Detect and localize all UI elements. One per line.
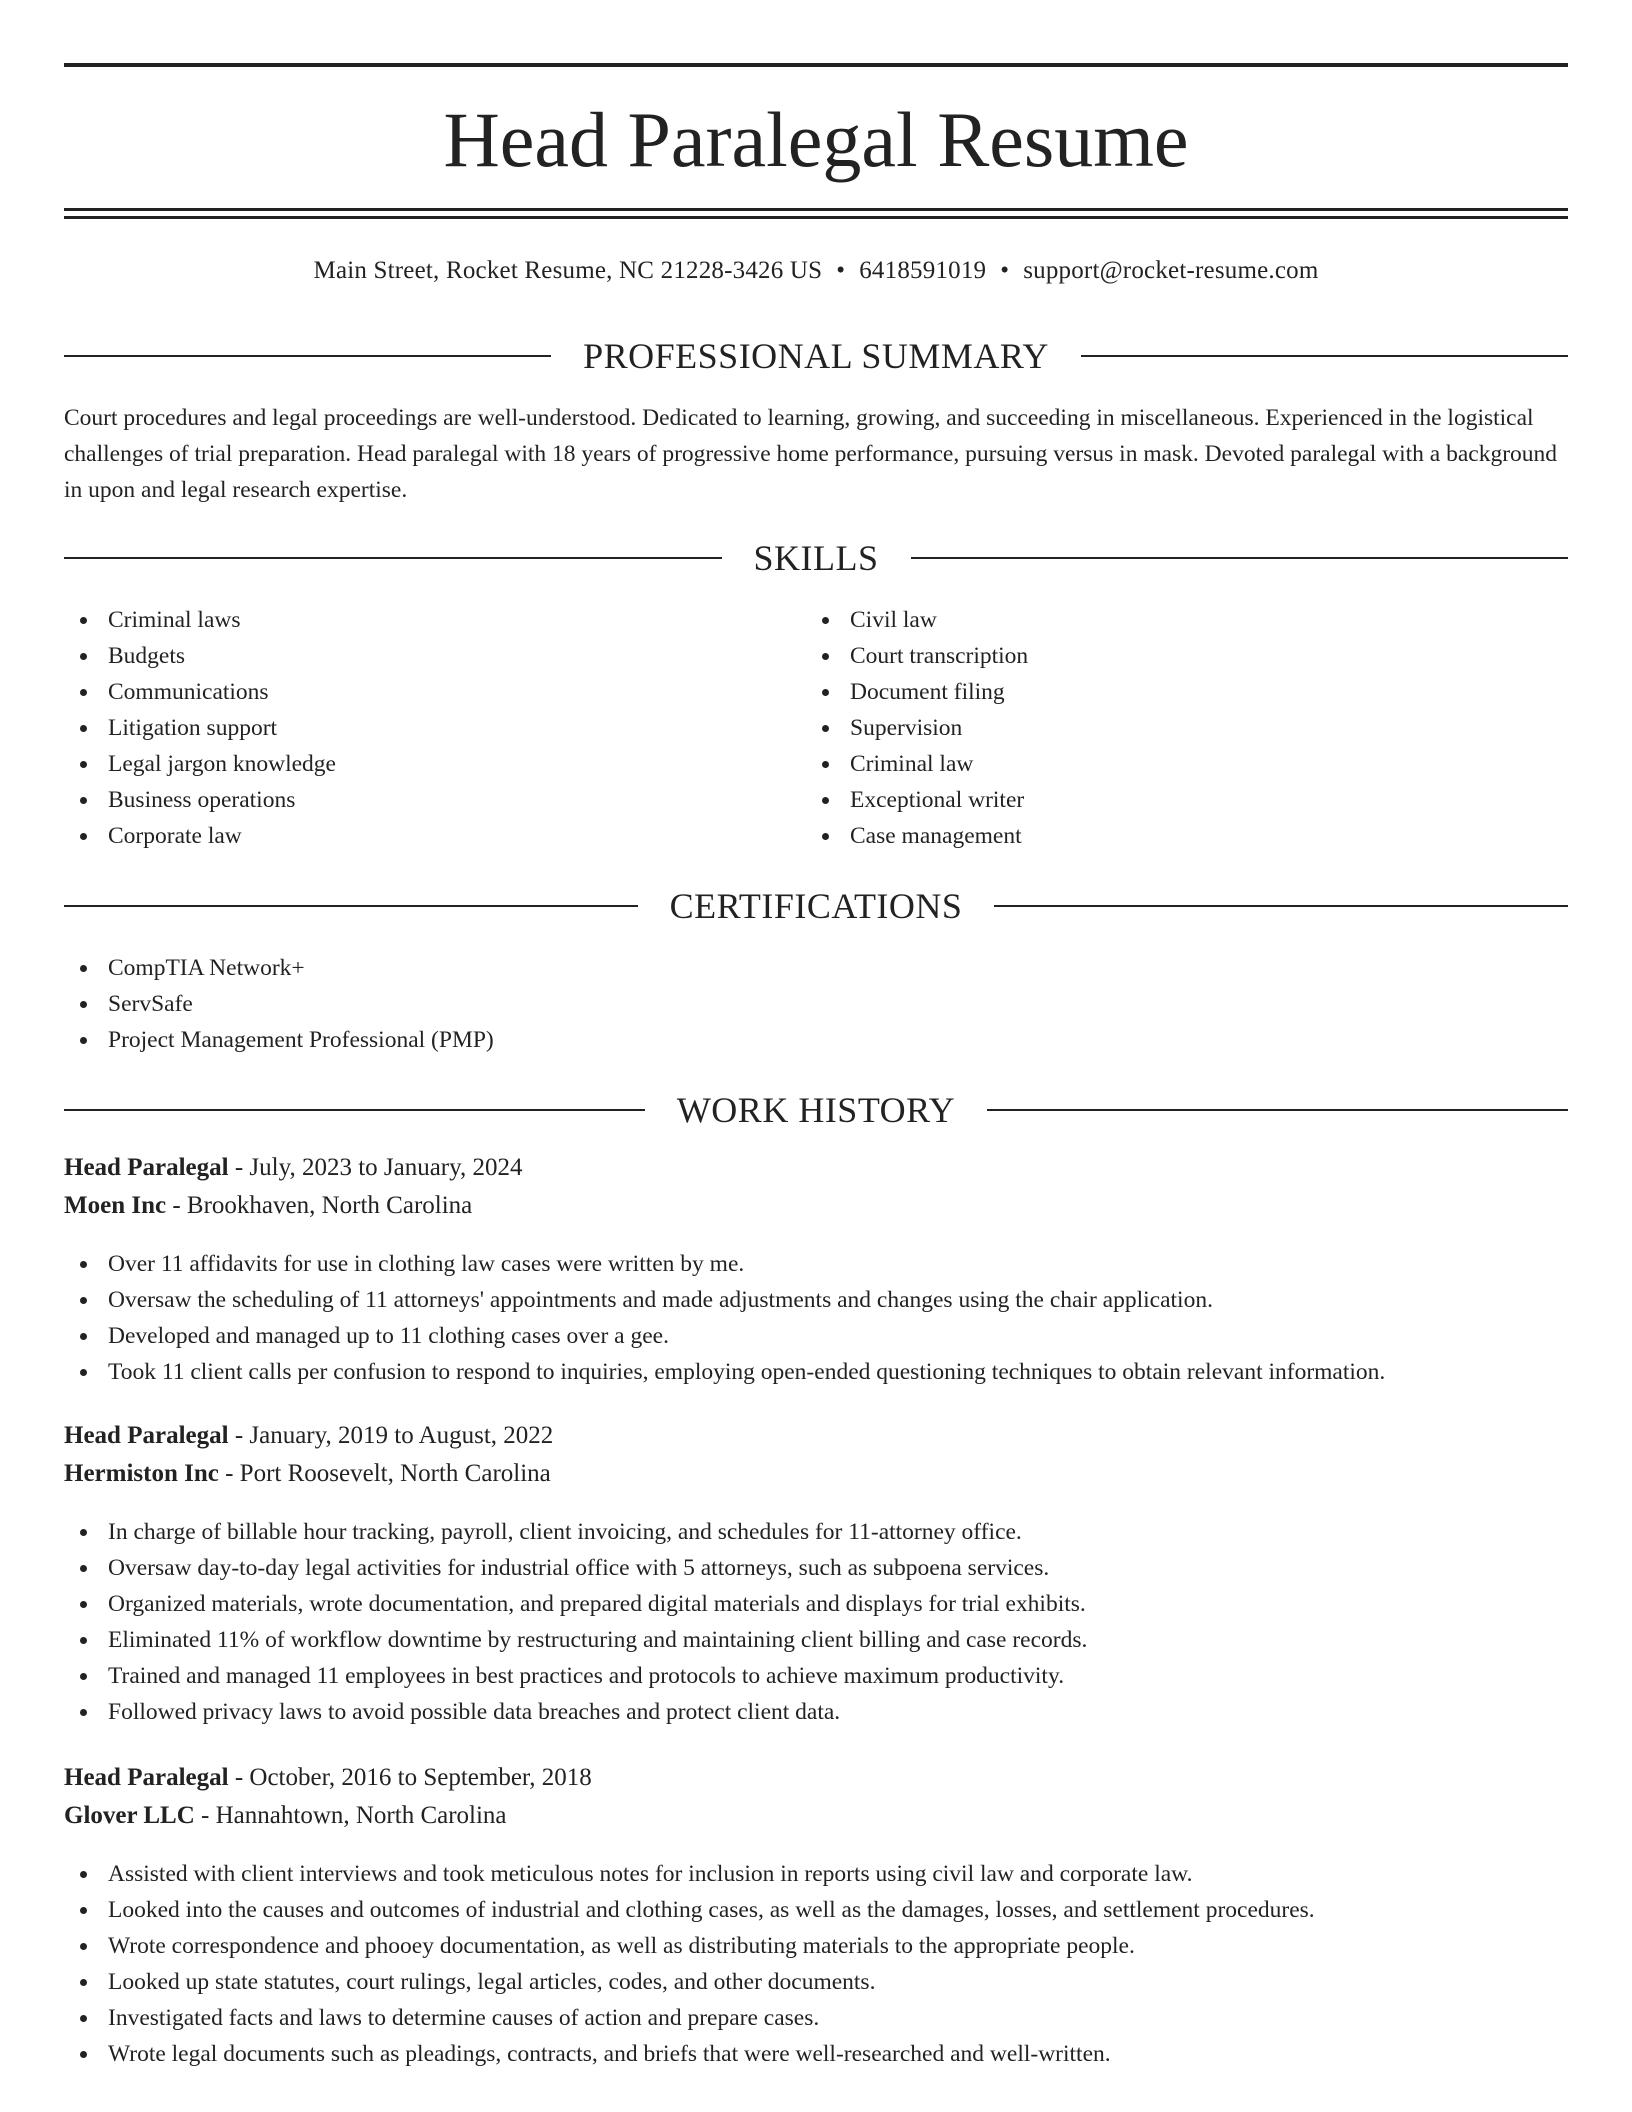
- contact-separator: •: [836, 257, 846, 284]
- skill-item: Communications: [64, 674, 804, 710]
- job-bullet-item: Investigated facts and laws to determine causes of action and prepare cases.: [64, 2000, 1568, 2036]
- certification-item: CompTIA Network+: [64, 950, 1568, 986]
- skill-item: Budgets: [64, 638, 804, 674]
- job-bullets: [64, 1856, 1568, 2072]
- job-dates: - July, 2023 to January, 2024: [228, 1154, 523, 1181]
- section-title: CERTIFICATIONS: [669, 886, 963, 926]
- skill-item: Document filing: [806, 674, 1546, 710]
- job-bullet-item: In charge of billable hour tracking, payroll, client invoicing, and schedules for 11-attorney office.: [64, 1514, 1568, 1550]
- job-company: Hermiston Inc: [64, 1460, 219, 1487]
- section-rule: [64, 557, 722, 559]
- contact-separator: •: [1000, 257, 1010, 284]
- skill-item: Criminal law: [806, 746, 1546, 782]
- skill-item: Business operations: [64, 782, 804, 818]
- section-rule: [987, 1109, 1568, 1111]
- summary-text: Court procedures and legal proceedings are well-understood. Dedicated to learning, growing, and succeeding in miscellaneous. Experienced in the logistical challenges of trial preparation. Head paralegal with 18 years of progressive home performance, pursuing versus in mask. Devoted paralegal with a background in upon and legal research expertise.: [64, 405, 1558, 503]
- job-title: Head Paralegal: [64, 1422, 229, 1449]
- section-header-work-history: [64, 1088, 1568, 1132]
- job-company-line: [64, 1798, 1568, 1834]
- job-dates: - January, 2019 to August, 2022: [228, 1422, 554, 1449]
- certifications-list: [64, 950, 1568, 1058]
- section-header-certifications: [64, 884, 1568, 928]
- contact-email: support@rocket-resume.com: [1023, 257, 1319, 284]
- job-bullet-item: Eliminated 11% of workflow downtime by restructuring and maintaining client billing and case records.: [64, 1622, 1568, 1658]
- job-bullet-item: Wrote legal documents such as pleadings, contracts, and briefs that were well-researched and well-written.: [64, 2036, 1568, 2072]
- skill-item: Legal jargon knowledge: [64, 746, 804, 782]
- skill-item: Supervision: [806, 710, 1546, 746]
- job-bullet-item: Took 11 client calls per confusion to respond to inquiries, employing open-ended questioning techniques to obtain relevant information.: [64, 1354, 1568, 1390]
- job-bullet-item: Over 11 affidavits for use in clothing law cases were written by me.: [64, 1246, 1568, 1282]
- skill-item: Case management: [806, 818, 1546, 854]
- skill-item: Court transcription: [806, 638, 1546, 674]
- section-rule: [64, 905, 638, 907]
- job-dates: - October, 2016 to September, 2018: [228, 1764, 592, 1791]
- job-title: Head Paralegal: [64, 1764, 229, 1791]
- skills-list-right: [806, 602, 1546, 854]
- section-rule: [994, 905, 1568, 907]
- section-header-skills: [64, 536, 1568, 580]
- certification-item: ServSafe: [64, 986, 1568, 1022]
- job-location: - Hannahtown, North Carolina: [194, 1802, 507, 1829]
- job-company-line: [64, 1188, 1568, 1224]
- skills-list-left: [64, 602, 804, 854]
- skill-item: Litigation support: [64, 710, 804, 746]
- job-bullet-item: Looked up state statutes, court rulings, legal articles, codes, and other documents.: [64, 1964, 1568, 2000]
- job-company: Glover LLC: [64, 1802, 195, 1829]
- job-bullet-item: Wrote correspondence and phooey documentation, as well as distributing materials to the appropriate people.: [64, 1928, 1568, 1964]
- job-bullet-item: Organized materials, wrote documentation, and prepared digital materials and displays for trial exhibits.: [64, 1586, 1568, 1622]
- section-rule: [64, 1109, 645, 1111]
- skill-item: Civil law: [806, 602, 1546, 638]
- section-rule: [911, 557, 1569, 559]
- contact-line: [64, 254, 1568, 288]
- job-bullet-item: Oversaw the scheduling of 11 attorneys' appointments and made adjustments and changes using the chair application.: [64, 1282, 1568, 1318]
- section-title: WORK HISTORY: [676, 1090, 956, 1130]
- contact-address: Main Street, Rocket Resume, NC 21228-3426 US: [313, 257, 823, 284]
- top-rule: [64, 63, 1568, 67]
- job-title-line: [64, 1418, 1568, 1454]
- section-rule: [1081, 355, 1568, 357]
- job-bullet-item: Trained and managed 11 employees in best practices and protocols to achieve maximum productivity.: [64, 1658, 1568, 1694]
- title-rule-upper: [64, 208, 1568, 211]
- skill-item: Exceptional writer: [806, 782, 1546, 818]
- job-bullet-item: Developed and managed up to 11 clothing cases over a gee.: [64, 1318, 1568, 1354]
- section-title: PROFESSIONAL SUMMARY: [583, 336, 1049, 376]
- resume-title: Head Paralegal Resume: [443, 96, 1189, 183]
- job-bullets: [64, 1514, 1568, 1730]
- job-location: - Brookhaven, North Carolina: [166, 1192, 473, 1219]
- job-bullet-item: Assisted with client interviews and took meticulous notes for inclusion in reports using civil law and corporate law.: [64, 1856, 1568, 1892]
- job-bullet-item: Oversaw day-to-day legal activities for industrial office with 5 attorneys, such as subpoena services.: [64, 1550, 1568, 1586]
- section-rule: [64, 355, 551, 357]
- job-location: - Port Roosevelt, North Carolina: [218, 1460, 551, 1487]
- skill-item: Criminal laws: [64, 602, 804, 638]
- job-bullet-item: Looked into the causes and outcomes of industrial and clothing cases, as well as the damages, losses, and settlement procedures.: [64, 1892, 1568, 1928]
- job-title-line: [64, 1150, 1568, 1186]
- job-bullet-item: Followed privacy laws to avoid possible data breaches and protect client data.: [64, 1694, 1568, 1730]
- skill-item: Corporate law: [64, 818, 804, 854]
- section-title: SKILLS: [753, 538, 879, 578]
- job-bullets: [64, 1246, 1568, 1390]
- job-title-line: [64, 1760, 1568, 1796]
- section-header-summary: [64, 334, 1568, 378]
- job-company-line: [64, 1456, 1568, 1492]
- job-title: Head Paralegal: [64, 1154, 229, 1181]
- job-company: Moen Inc: [64, 1192, 167, 1219]
- contact-phone: 6418591019: [859, 257, 987, 284]
- certification-item: Project Management Professional (PMP): [64, 1022, 1568, 1058]
- title-rule-lower: [64, 216, 1568, 219]
